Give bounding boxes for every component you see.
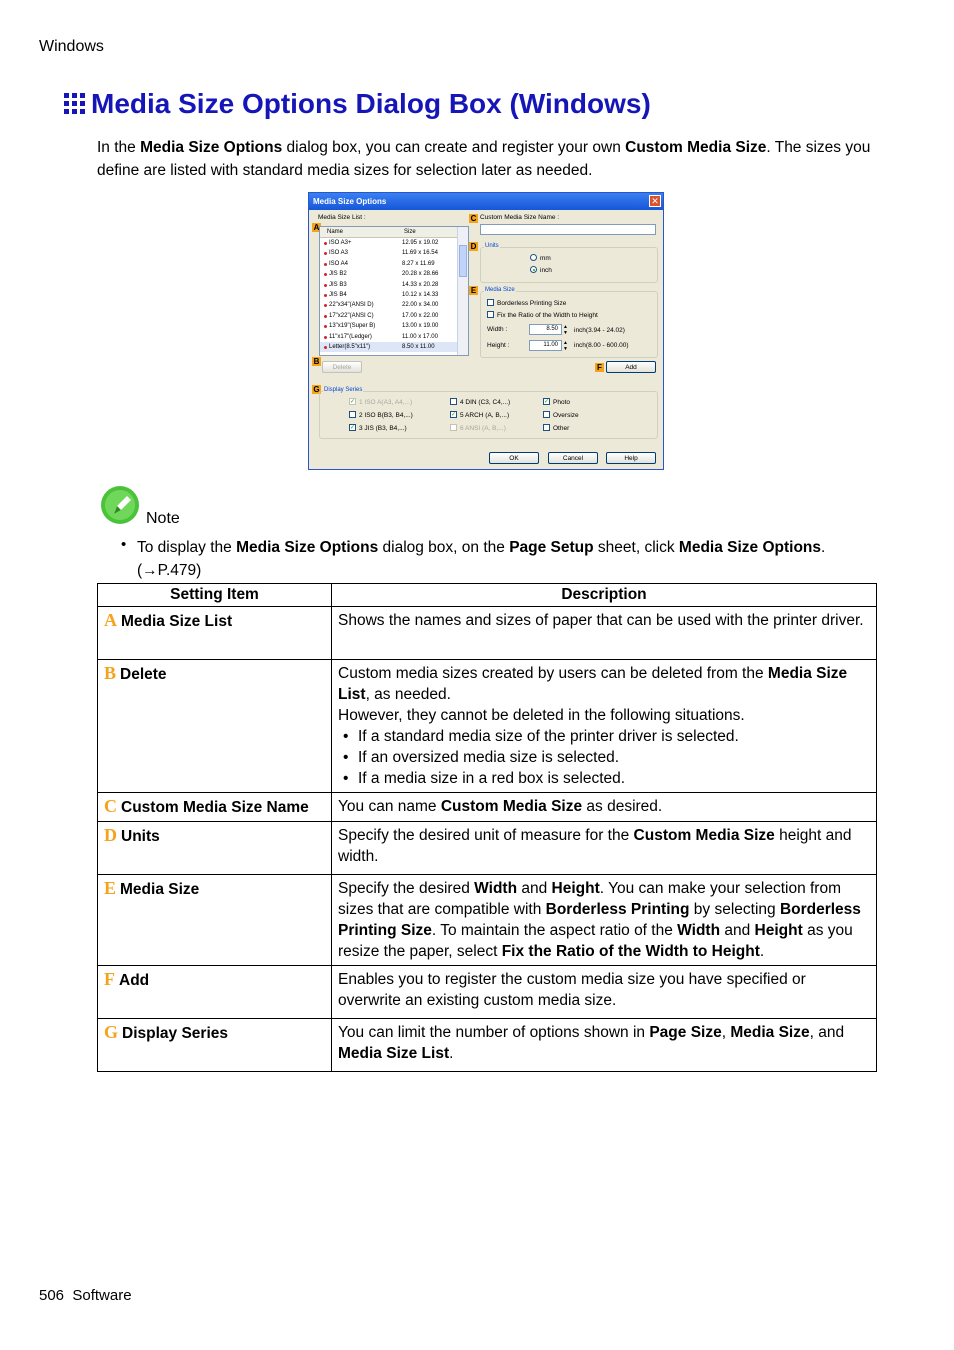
- list-item: • If a media size in a red box is selected.: [338, 768, 870, 789]
- media-name: 11"x17"(Ledger): [329, 333, 372, 340]
- media-name: JIS B2: [329, 271, 347, 278]
- width-input[interactable]: 8.50: [529, 324, 562, 335]
- media-size: 10.12 x 14.33: [402, 292, 439, 298]
- series-label: Other: [553, 425, 570, 432]
- media-size-list-label: Media Size List :: [318, 214, 366, 221]
- description-cell: You can limit the number of options shown in Page Size, Media Size, and Media Size List.: [332, 1019, 877, 1072]
- table-row: [98, 966, 877, 1019]
- description-cell: Specify the desired unit of measure for the Custom Media Size height and width.: [332, 822, 877, 875]
- description-cell: Specify the desired Width and Height. You can make your selection from sizes that are compatible with Borderless Printing by selecting Borderless Printing Size. To maintain the aspect ratio of the Width and Height as you resize the paper, select Fix the Ratio of the Width to Height.: [332, 875, 877, 966]
- add-button[interactable]: Add: [606, 361, 656, 373]
- width-range: inch(3.94 - 24.02): [574, 327, 625, 334]
- media-size-list[interactable]: [319, 226, 469, 356]
- media-size: 13.00 x 19.00: [402, 323, 439, 330]
- red-dot-icon: [324, 263, 327, 266]
- description-cell: You can name Custom Media Size as desired.: [332, 793, 877, 822]
- red-dot-icon: [324, 325, 327, 328]
- red-dot-icon: [324, 336, 327, 339]
- media-size-options-dialog: [308, 192, 664, 470]
- media-size: 12.95 x 19.02: [402, 240, 439, 246]
- item-letter: E: [104, 878, 117, 898]
- height-input[interactable]: 11.00: [529, 340, 562, 351]
- marker-g: G: [313, 385, 320, 394]
- table-row: [98, 875, 877, 966]
- media-name: JIS B4: [329, 292, 347, 298]
- note-bullet: •: [121, 536, 127, 553]
- display-series-label: Display Series: [324, 387, 363, 393]
- setting-item-cell: A Media Size List: [98, 607, 332, 660]
- list-item: • If an oversized media size is selected.: [338, 747, 870, 768]
- media-name: 17"x22"(ANSI C): [329, 312, 374, 319]
- item-letter: B: [104, 663, 117, 683]
- col-name: Name: [327, 229, 344, 235]
- height-spinner-icon[interactable]: ▲ ▼: [563, 340, 568, 352]
- item-letter: D: [104, 825, 117, 845]
- setting-item-cell: B Delete: [98, 660, 332, 793]
- list-item[interactable]: [320, 290, 458, 300]
- marker-b: B: [313, 357, 320, 366]
- page-footer: [39, 1287, 132, 1304]
- list-item[interactable]: [320, 259, 458, 269]
- series-label: 6 ANSI (A, B,...): [460, 425, 506, 432]
- series-checkbox[interactable]: ✓: [544, 399, 550, 405]
- list-item[interactable]: [320, 238, 458, 248]
- delete-conditions-list: [338, 726, 870, 789]
- running-header: Windows: [39, 38, 104, 55]
- media-size: 14.33 x 20.28: [402, 281, 439, 288]
- unit-mm-label: mm: [540, 255, 551, 262]
- media-size: 22.00 x 34.00: [402, 302, 439, 309]
- page-number: 506: [39, 1287, 65, 1304]
- marker-c: C: [470, 214, 477, 223]
- media-size: 8.50 x 11.00: [402, 344, 435, 350]
- custom-name-label: Custom Media Size Name :: [480, 214, 560, 221]
- custom-name-input[interactable]: [480, 224, 656, 235]
- fix-ratio-label: Fix the Ratio of the Width to Height: [497, 312, 598, 319]
- settings-table: [97, 583, 877, 1072]
- marker-e: E: [470, 286, 477, 295]
- grid-icon: [64, 93, 86, 115]
- red-dot-icon: [324, 346, 327, 349]
- borderless-checkbox[interactable]: [487, 299, 494, 306]
- series-checkbox[interactable]: ✓: [350, 399, 356, 405]
- marker-f: F: [595, 363, 604, 372]
- table-row: [98, 607, 877, 660]
- list-item[interactable]: [320, 300, 458, 310]
- red-dot-icon: [324, 315, 327, 318]
- description-cell: Custom media sizes created by users can be deleted from the Media Size List, as needed. However, they cannot be deleted in the following situations. • If a standard media size of the printer driver is selected. • If an oversized media size is selected. • If a media size in a red box is selected.: [332, 660, 877, 793]
- series-checkbox[interactable]: ✓: [350, 425, 356, 431]
- width-spinner-icon[interactable]: ▲ ▼: [563, 324, 568, 336]
- units-group: [480, 247, 658, 283]
- series-label: 4 DIN (C3, C4,...): [460, 399, 511, 406]
- col-size: Size: [404, 229, 416, 235]
- media-size-group-label: Media Size: [485, 287, 515, 293]
- red-dot-icon: [324, 304, 327, 307]
- description-cell: Shows the names and sizes of paper that can be used with the printer driver.: [332, 607, 877, 660]
- height-range: inch(8.00 - 600.00): [574, 342, 629, 349]
- list-item[interactable]: [320, 332, 458, 342]
- setting-item-cell: D Units: [98, 822, 332, 875]
- red-dot-icon: [324, 284, 327, 287]
- series-checkbox[interactable]: ✓: [451, 412, 457, 418]
- help-button[interactable]: Help: [606, 452, 656, 464]
- intro-paragraph: In the Media Size Options dialog box, you can create and register your own Custom Media Size. The sizes you define are listed with standard media sizes for selection later as needed.: [97, 139, 871, 179]
- media-name: ISO A4: [329, 260, 349, 267]
- table-row: [98, 793, 877, 822]
- table-row: [98, 822, 877, 875]
- setting-item-cell: F Add: [98, 966, 332, 1019]
- header-description: Description: [332, 584, 877, 607]
- series-checkbox[interactable]: [543, 411, 550, 418]
- list-item[interactable]: [320, 321, 458, 331]
- item-letter: C: [104, 796, 117, 816]
- list-scrollbar[interactable]: [457, 227, 468, 355]
- setting-item-cell: G Display Series: [98, 1019, 332, 1072]
- list-header: [320, 227, 458, 238]
- unit-inch-label: inch: [540, 267, 552, 274]
- list-item[interactable]: [320, 311, 458, 321]
- media-size: 11.00 x 17.00: [402, 333, 438, 340]
- red-dot-icon: [324, 273, 327, 276]
- series-checkbox[interactable]: [349, 411, 356, 418]
- unit-mm-radio[interactable]: [530, 254, 537, 261]
- ok-button[interactable]: OK: [489, 452, 539, 464]
- red-dot-icon: [324, 252, 327, 255]
- red-dot-icon: [324, 242, 327, 245]
- setting-item-cell: C Custom Media Size Name: [98, 793, 332, 822]
- series-label: 2 ISO B(B3, B4,...): [359, 412, 413, 419]
- series-label: 5 ARCH (A, B,...): [460, 412, 510, 419]
- units-label: Units: [485, 243, 499, 249]
- red-dot-icon: [324, 294, 327, 297]
- media-name: Letter(8.5"x11"): [329, 344, 371, 350]
- close-icon[interactable]: ✕: [649, 195, 661, 207]
- item-letter: F: [104, 969, 115, 989]
- media-size: 20.28 x 28.66: [402, 271, 439, 278]
- borderless-label: Borderless Printing Size: [497, 300, 567, 307]
- series-checkbox[interactable]: [543, 424, 550, 431]
- height-label: Height :: [487, 342, 510, 349]
- setting-item-cell: E Media Size: [98, 875, 332, 966]
- cancel-button[interactable]: Cancel: [548, 452, 598, 464]
- series-label: 3 JIS (B3, B4,...): [359, 425, 407, 432]
- media-name: ISO A3: [329, 250, 349, 257]
- list-item[interactable]: [320, 269, 458, 279]
- list-item: • If a standard media size of the printer driver is selected.: [338, 726, 870, 747]
- width-label: Width :: [487, 326, 508, 333]
- list-item[interactable]: [320, 342, 458, 352]
- header-setting-item: Setting Item: [98, 584, 332, 607]
- media-name: ISO A3+: [329, 240, 352, 246]
- media-size: 11.69 x 16.54: [402, 250, 438, 257]
- page-title-text: Media Size Options Dialog Box (Windows): [91, 88, 651, 119]
- media-size: 8.27 x 11.69: [402, 260, 435, 267]
- description-cell: Enables you to register the custom media size you have specified or overwrite an existing custom media size.: [332, 966, 877, 1019]
- item-letter: G: [104, 1022, 119, 1042]
- list-item[interactable]: [320, 280, 458, 290]
- list-item[interactable]: [320, 248, 458, 258]
- series-label: Oversize: [553, 412, 579, 419]
- marker-a: A: [313, 223, 320, 232]
- note-label: Note: [146, 510, 180, 527]
- series-checkbox[interactable]: [450, 398, 457, 405]
- table-header-row: [98, 584, 877, 607]
- dialog-titlebar: Media Size Options: [309, 193, 663, 210]
- delete-button[interactable]: Delete: [322, 361, 362, 373]
- table-row: [98, 1019, 877, 1072]
- fix-ratio-checkbox[interactable]: [487, 311, 494, 318]
- series-label: Photo: [553, 399, 570, 406]
- table-row: [98, 660, 877, 793]
- media-size: 17.00 x 22.00: [402, 312, 439, 319]
- media-name: JIS B3: [329, 281, 347, 288]
- unit-inch-radio[interactable]: [530, 266, 537, 273]
- item-letter: A: [104, 610, 117, 630]
- media-name: 22"x34"(ANSI D): [329, 302, 374, 309]
- media-name: 13"x19"(Super B): [329, 323, 376, 330]
- note-item: To display the Media Size Options dialog box, on the Page Setup sheet, click Media Size Options. (→P.479): [137, 539, 826, 579]
- series-checkbox[interactable]: [450, 424, 457, 431]
- marker-d: D: [470, 242, 477, 251]
- section-name: Software: [72, 1287, 132, 1304]
- note-pencil-icon: [100, 485, 142, 527]
- series-label: 1 ISO A(A3, A4,...): [359, 399, 413, 406]
- page-title: [64, 88, 651, 120]
